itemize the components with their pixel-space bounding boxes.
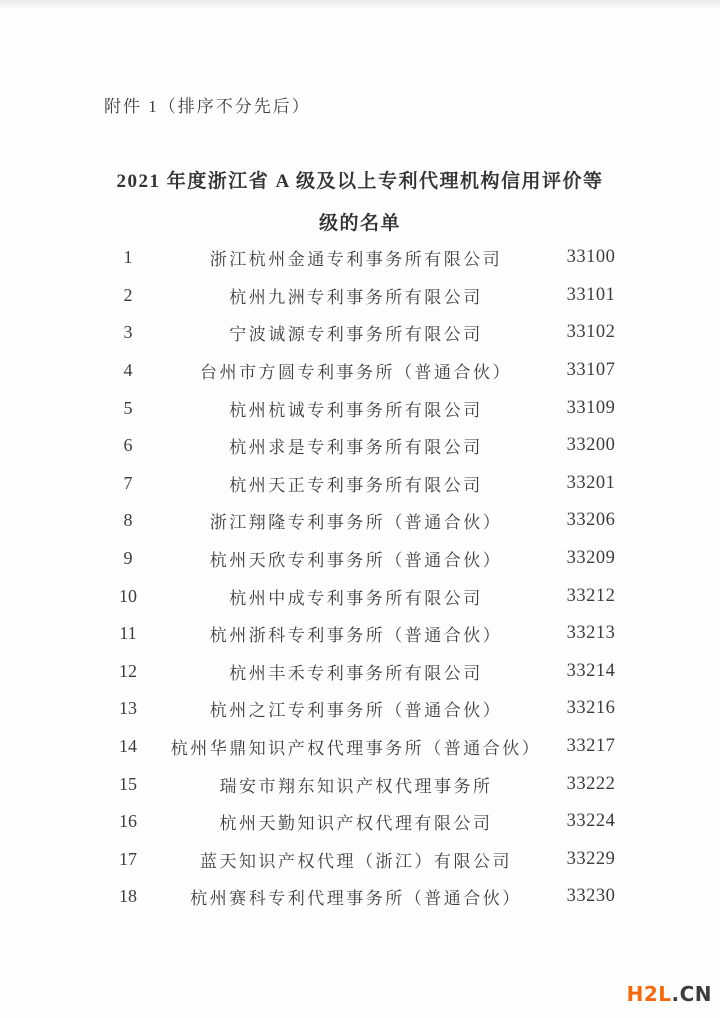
agency-name: 杭州天正专利事务所有限公司 — [229, 475, 483, 495]
agency-name: 杭州天欣专利事务所（普通合伙） — [209, 551, 503, 571]
scan-edge — [0, 0, 720, 10]
agency-code: 33216 — [566, 698, 616, 719]
page-title — [20, 161, 700, 245]
agency-code: 33109 — [566, 397, 616, 418]
row-number: 7 — [123, 472, 133, 493]
agency-code: 33209 — [566, 548, 616, 569]
agency-code: 33213 — [566, 623, 616, 644]
table-row — [0, 352, 720, 390]
table-row — [0, 653, 720, 691]
row-number: 16 — [119, 811, 137, 832]
row-number: 12 — [119, 660, 137, 681]
agency-code: 33212 — [566, 585, 616, 606]
agency-name: 杭州丰禾专利事务所有限公司 — [229, 663, 483, 683]
agency-code: 33107 — [566, 360, 616, 381]
row-number: 14 — [119, 736, 137, 757]
agency-table — [0, 239, 720, 916]
agency-code: 33100 — [566, 247, 616, 268]
agency-code: 33101 — [566, 284, 616, 305]
row-number: 11 — [119, 623, 137, 644]
row-number: 9 — [123, 548, 133, 569]
table-row — [0, 615, 720, 653]
agency-name: 杭州赛科专利代理事务所（普通合伙） — [190, 889, 522, 909]
table-row — [0, 389, 720, 427]
watermark-logo — [627, 982, 712, 1006]
table-row — [0, 841, 720, 879]
row-number: 10 — [119, 585, 137, 606]
agency-code: 33102 — [566, 322, 616, 343]
row-number: 17 — [119, 848, 137, 869]
row-number: 8 — [123, 510, 133, 531]
agency-name: 杭州华鼎知识产权代理事务所（普通合伙） — [170, 739, 542, 759]
row-number: 1 — [123, 247, 133, 268]
agency-name: 杭州杭诚专利事务所有限公司 — [229, 400, 483, 420]
row-number: 5 — [123, 397, 133, 418]
table-row — [0, 803, 720, 841]
agency-name: 杭州之江专利事务所（普通合伙） — [209, 701, 503, 721]
agency-code: 33201 — [566, 472, 616, 493]
agency-code: 33217 — [566, 736, 616, 757]
agency-code: 33229 — [566, 848, 616, 869]
table-row — [0, 502, 720, 540]
table-row — [0, 690, 720, 728]
table-row — [0, 314, 720, 352]
page-title-line1: 2021 年度浙江省 A 级及以上专利代理机构信用评价等 — [116, 171, 604, 192]
watermark-logo-secondary: .CN — [671, 982, 712, 1006]
row-number: 6 — [123, 435, 133, 456]
table-row — [0, 239, 720, 277]
row-number: 18 — [119, 886, 137, 907]
table-row — [0, 728, 720, 766]
table-row — [0, 540, 720, 578]
agency-code: 33200 — [566, 435, 616, 456]
agency-name: 宁波诚源专利事务所有限公司 — [229, 325, 483, 345]
agency-name: 杭州中成专利事务所有限公司 — [229, 588, 483, 608]
row-number: 3 — [123, 322, 133, 343]
agency-name: 杭州浙科专利事务所（普通合伙） — [209, 626, 503, 646]
table-row — [0, 277, 720, 315]
table-row — [0, 427, 720, 465]
row-number: 15 — [119, 773, 137, 794]
page-title-line2: 级的名单 — [318, 213, 401, 234]
agency-name: 杭州九洲专利事务所有限公司 — [229, 287, 483, 307]
agency-code: 33214 — [566, 660, 616, 681]
agency-name: 杭州求是专利事务所有限公司 — [229, 438, 483, 458]
attachment-label: 附件 1（排序不分先后） — [104, 97, 311, 116]
watermark-logo-primary: H2L — [626, 982, 672, 1006]
table-row — [0, 765, 720, 803]
agency-name: 台州市方圆专利事务所（普通合伙） — [200, 363, 512, 383]
table-row — [0, 577, 720, 615]
row-number: 13 — [119, 698, 137, 719]
agency-code: 33230 — [566, 886, 616, 907]
row-number: 2 — [123, 284, 133, 305]
agency-code: 33224 — [566, 811, 616, 832]
table-row — [0, 465, 720, 503]
agency-code: 33206 — [566, 510, 616, 531]
agency-code: 33222 — [566, 773, 616, 794]
agency-name: 浙江杭州金通专利事务所有限公司 — [209, 250, 503, 270]
agency-name: 浙江翔隆专利事务所（普通合伙） — [209, 513, 503, 533]
table-row — [0, 878, 720, 916]
agency-name: 杭州天勤知识产权代理有限公司 — [219, 814, 493, 834]
row-number: 4 — [123, 360, 133, 381]
agency-name: 蓝天知识产权代理（浙江）有限公司 — [200, 851, 512, 871]
agency-name: 瑞安市翔东知识产权代理事务所 — [219, 776, 493, 796]
